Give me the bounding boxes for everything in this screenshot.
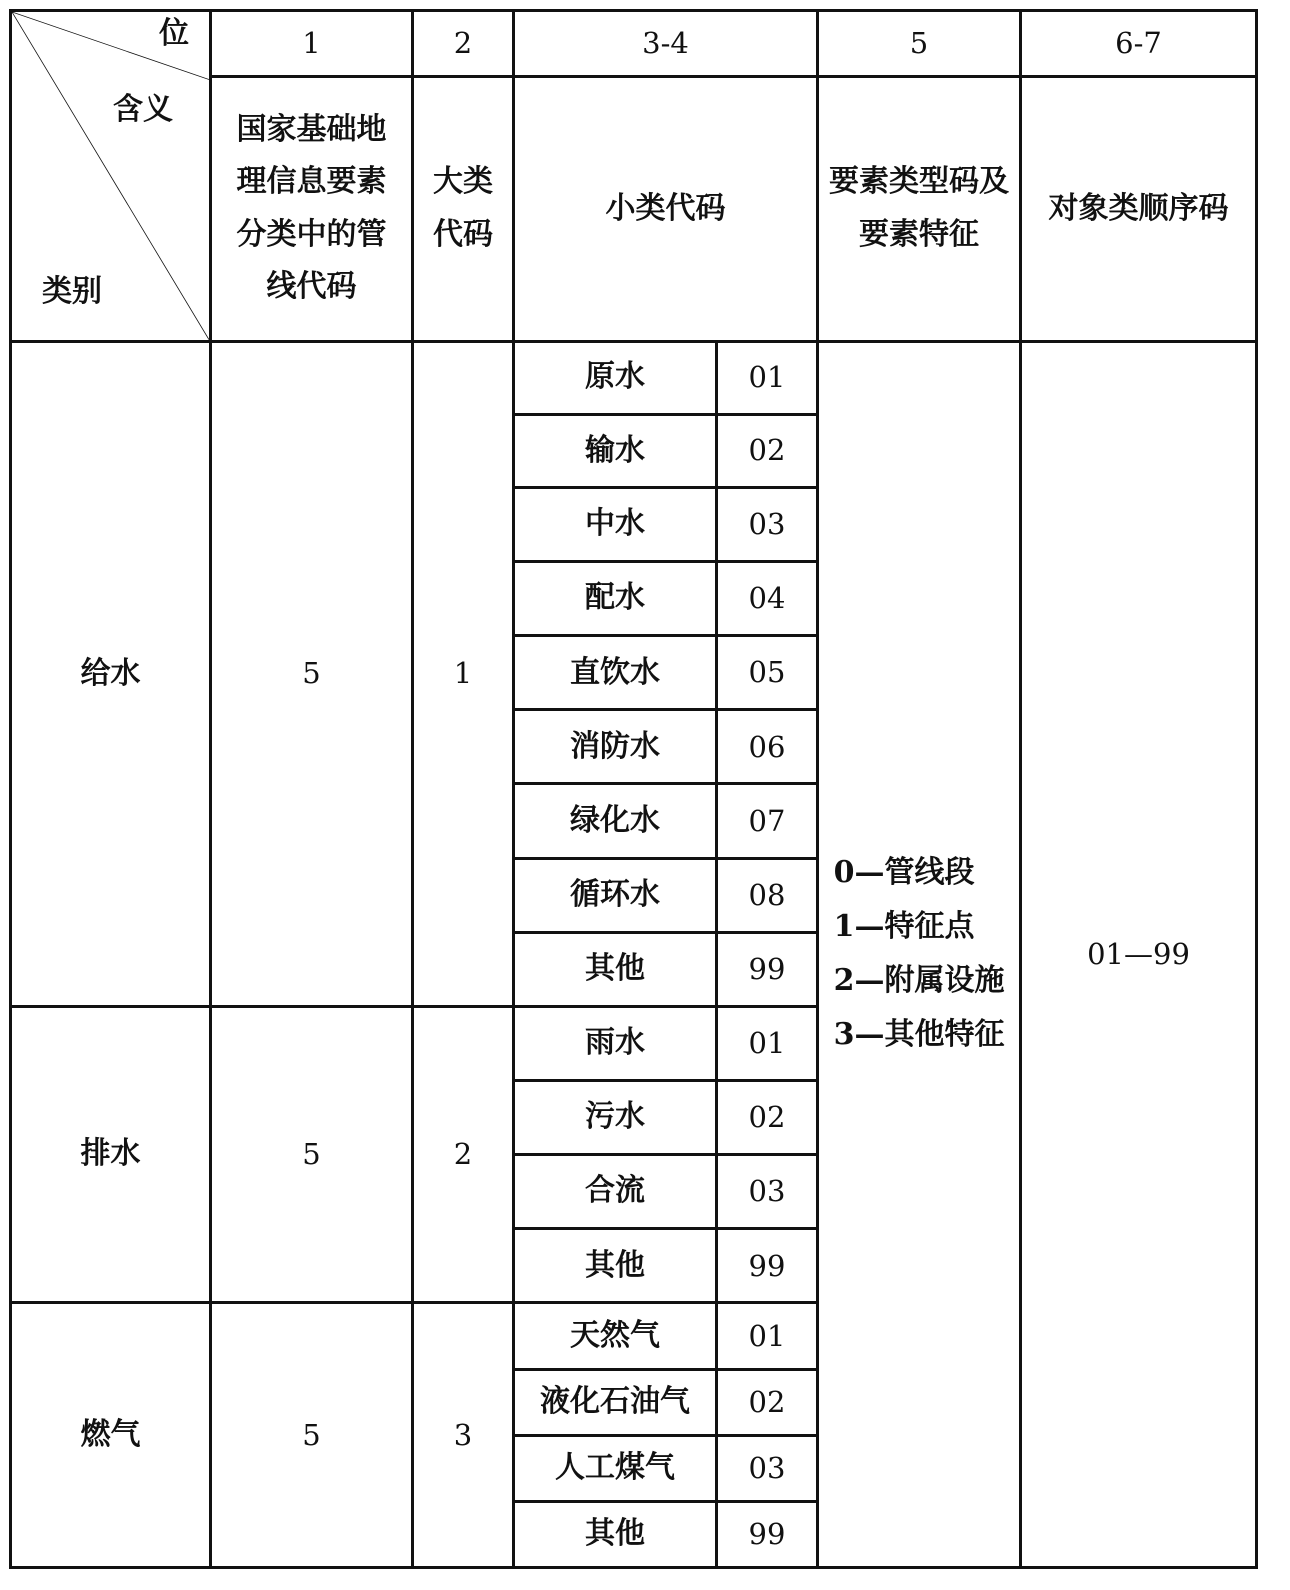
subclass-name-cell: 人工煤气 xyxy=(514,1435,717,1501)
position-5: 5 xyxy=(818,11,1021,77)
feature-type-list xyxy=(834,846,1005,1062)
meaning-feature-type-code xyxy=(818,77,1021,342)
subclass-name-cell: 循环水 xyxy=(514,858,717,932)
pipeline-code-table xyxy=(9,9,1258,1569)
subclass-name-cell: 雨水 xyxy=(514,1006,717,1080)
subclass-code-cell: 05 xyxy=(717,636,818,710)
meaning-line: 分类中的管 xyxy=(236,216,387,252)
subclass-name-cell: 其他 xyxy=(514,932,717,1006)
subclass-code-cell: 03 xyxy=(717,1155,818,1229)
subclass-name-cell: 其他 xyxy=(514,1229,717,1303)
subclass-code-cell: 01 xyxy=(717,1303,818,1369)
category-cell: 给水 xyxy=(11,341,211,1006)
national-code-cell: 5 xyxy=(211,341,413,1006)
subclass-code-cell: 06 xyxy=(717,710,818,784)
feature-type-item: 0—管线段 xyxy=(833,855,975,891)
corner-label-position: 位 xyxy=(159,16,189,51)
meaning-national-code xyxy=(211,77,413,342)
meaning-line: 要素特征 xyxy=(859,216,980,252)
corner-label-meaning: 含义 xyxy=(113,92,173,127)
subclass-name-cell: 原水 xyxy=(514,341,717,414)
subclass-code-cell: 03 xyxy=(717,487,818,561)
national-code-cell: 5 xyxy=(211,1006,413,1303)
position-3-4: 3-4 xyxy=(514,11,818,77)
meaning-line: 代码 xyxy=(433,216,493,252)
position-6-7: 6-7 xyxy=(1021,11,1257,77)
header-row-positions xyxy=(11,11,1257,77)
meaning-line: 国家基础地 xyxy=(236,111,387,147)
meaning-object-sequence-code: 对象类顺序码 xyxy=(1021,77,1257,342)
subclass-name-cell: 直饮水 xyxy=(514,636,717,710)
corner-label-category: 类别 xyxy=(42,273,102,309)
subclass-code-cell: 01 xyxy=(717,341,818,414)
feature-type-item: 2—附属设施 xyxy=(833,963,1005,999)
code-table-container xyxy=(9,9,1255,1569)
meaning-line: 大类 xyxy=(433,164,493,200)
position-1: 1 xyxy=(211,11,413,77)
subclass-code-cell: 02 xyxy=(717,1369,818,1435)
subclass-name-cell: 消防水 xyxy=(514,710,717,784)
subclass-name-cell: 其他 xyxy=(514,1501,717,1567)
feature-type-item: 3—其他特征 xyxy=(833,1017,1005,1053)
meaning-minor-class-code: 小类代码 xyxy=(514,77,818,342)
table-row xyxy=(11,341,1257,414)
subclass-code-cell: 08 xyxy=(717,858,818,932)
subclass-name-cell: 合流 xyxy=(514,1155,717,1229)
subclass-code-cell: 99 xyxy=(717,1229,818,1303)
sequence-range-cell: 01—99 xyxy=(1021,341,1257,1567)
subclass-code-cell: 99 xyxy=(717,1501,818,1567)
subclass-code-cell: 01 xyxy=(717,1006,818,1080)
category-cell: 燃气 xyxy=(11,1303,211,1568)
subclass-name-cell: 天然气 xyxy=(514,1303,717,1369)
position-2: 2 xyxy=(413,11,514,77)
subclass-code-cell: 99 xyxy=(717,932,818,1006)
meaning-major-class-code xyxy=(413,77,514,342)
subclass-code-cell: 02 xyxy=(717,414,818,487)
meaning-line: 要素类型码及 xyxy=(829,164,1010,200)
subclass-code-cell: 04 xyxy=(717,562,818,636)
major-class-code-cell: 2 xyxy=(413,1006,514,1303)
subclass-name-cell: 输水 xyxy=(514,414,717,487)
category-cell: 排水 xyxy=(11,1006,211,1303)
subclass-name-cell: 液化石油气 xyxy=(514,1369,717,1435)
national-code-cell: 5 xyxy=(211,1303,413,1568)
meaning-line: 线代码 xyxy=(266,269,357,305)
subclass-name-cell: 绿化水 xyxy=(514,784,717,858)
major-class-code-cell: 1 xyxy=(413,341,514,1006)
subclass-name-cell: 污水 xyxy=(514,1081,717,1155)
feature-type-item: 1—特征点 xyxy=(833,909,975,945)
meaning-line: 理信息要素 xyxy=(236,164,387,200)
subclass-code-cell: 03 xyxy=(717,1435,818,1501)
subclass-code-cell: 02 xyxy=(717,1081,818,1155)
subclass-name-cell: 配水 xyxy=(514,562,717,636)
feature-type-cell xyxy=(818,341,1021,1567)
subclass-code-cell: 07 xyxy=(717,784,818,858)
major-class-code-cell: 3 xyxy=(413,1303,514,1568)
diagonal-corner-header xyxy=(11,11,211,342)
subclass-name-cell: 中水 xyxy=(514,487,717,561)
